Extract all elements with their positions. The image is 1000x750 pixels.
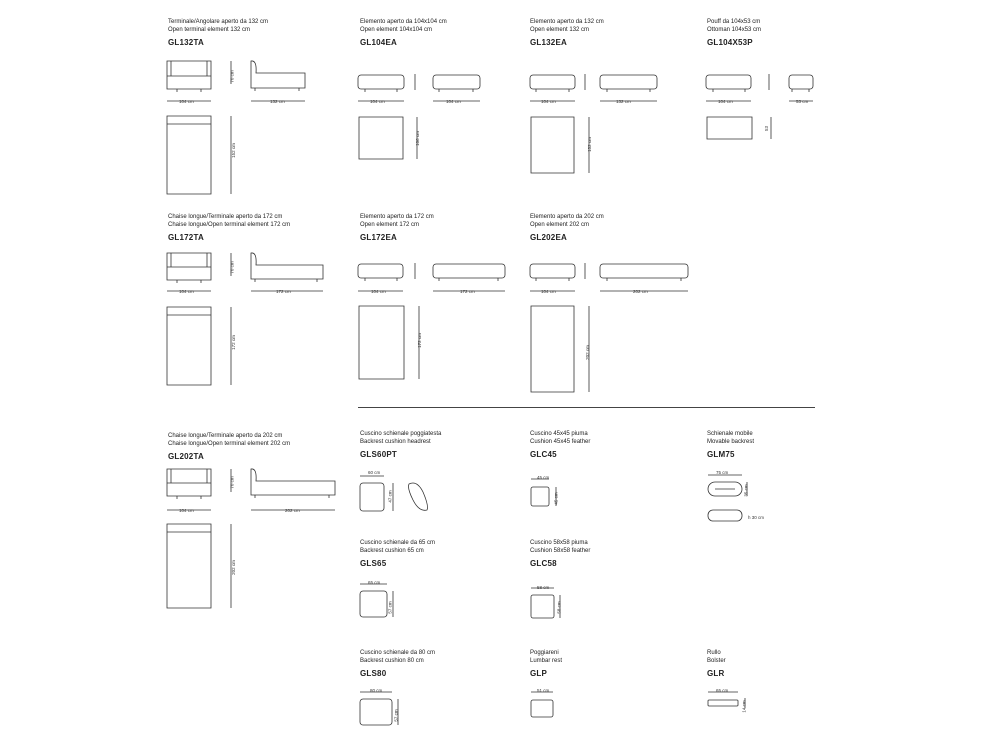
glm75-title-en: Movable backrest — [707, 439, 755, 445]
dim-label: 35 cm — [743, 484, 749, 497]
gl202ea-header — [530, 213, 604, 242]
gl104ea-title-en: Open element 104x104 cm — [360, 27, 433, 33]
glc58-drawing — [528, 584, 573, 624]
dim-label: 45 cm — [553, 492, 559, 505]
glp-code: GLP — [530, 669, 548, 678]
dim-label: 58 cm — [537, 585, 550, 590]
glm75-code: GLM75 — [707, 450, 735, 459]
dim-label: 132 cm — [616, 99, 631, 104]
glc45-title-en: Cushion 45x45 feather — [530, 439, 591, 445]
dim-label: 104 cm — [541, 99, 556, 104]
glr-title-en: Bolster — [707, 658, 726, 664]
dim-label: 45 cm — [537, 475, 550, 480]
gls65-header — [360, 539, 435, 568]
gl172ea-header — [360, 213, 434, 242]
dim-label: h 30 cm — [748, 515, 765, 520]
dim-label: 104 cm — [718, 99, 733, 104]
gl104ea-drawing — [355, 70, 475, 170]
dim-label: 202 cm — [230, 560, 236, 575]
gl202ta-title-it: Chaise longue/Terminale aperto da 202 cm — [168, 433, 283, 439]
gl104x53p-drawing — [703, 70, 823, 150]
dim-label: 132 cm — [270, 99, 285, 104]
gl104x53p-title-it: Pouff da 104x53 cm — [707, 19, 761, 25]
glp-title-it: Poggiareni — [530, 650, 559, 656]
dim-label: 65 cm — [716, 688, 729, 693]
gl132ea-code: GL132EA — [530, 38, 567, 47]
gl202ta-title-en: Chaise longue/Open terminal element 202 cm — [168, 441, 291, 447]
gl132ta-header — [168, 18, 268, 47]
dim-label: 70 cm — [229, 70, 235, 83]
dim-label: 80 cm — [370, 688, 383, 693]
gls65-title-en: Backrest cushion 65 cm — [360, 548, 424, 554]
dim-label: 104 cm — [370, 99, 385, 104]
glp-header — [530, 649, 562, 678]
dim-label: 57 cm — [393, 709, 399, 722]
glm75-title-it: Schienale mobile — [707, 431, 753, 437]
dim-label: 70 cm — [229, 476, 235, 489]
dim-label: 53 cm — [796, 99, 809, 104]
gl172ta-title-en: Chaise longue/Open terminal element 172 cm — [168, 222, 291, 228]
dim-label: 172 cm — [460, 289, 475, 294]
gl202ea-drawing — [527, 260, 697, 400]
dim-label: 57 cm — [387, 601, 393, 614]
gls65-code: GLS65 — [360, 559, 387, 568]
dim-label: 65 cm — [368, 580, 381, 585]
gl132ta-drawing — [165, 58, 315, 198]
dim-label: 202 cm — [633, 289, 648, 294]
gls60pt-title-en: Backrest cushion headrest — [360, 439, 431, 445]
dim-label: 14 cm — [741, 700, 747, 713]
gl172ta-drawing — [165, 250, 335, 390]
glc45-code: GLC45 — [530, 450, 557, 459]
dim-label: 104 cm — [541, 289, 556, 294]
gl132ea-title-en: Open element 132 cm — [530, 27, 590, 33]
dim-label: 60 cm — [368, 470, 381, 475]
gl202ea-title-it: Elemento aperto da 202 cm — [530, 214, 604, 220]
gl172ea-title-it: Elemento aperto da 172 cm — [360, 214, 434, 220]
glm75-header — [707, 430, 754, 459]
glc45-drawing — [528, 475, 568, 510]
dim-label: 172 cm — [230, 335, 236, 350]
gl202ta-drawing — [165, 466, 340, 616]
gls60pt-title-it: Cuscino schienale poggiatesta — [360, 431, 442, 437]
gl172ea-title-en: Open element 172 cm — [360, 222, 420, 228]
gl104ea-title-it: Elemento aperto da 104x104 cm — [360, 19, 447, 25]
glr-header — [707, 649, 726, 678]
gls60pt-drawing — [357, 470, 437, 515]
glc58-code: GLC58 — [530, 559, 557, 568]
dim-label: 53 — [764, 125, 770, 132]
gl132ta-code: GL132TA — [168, 38, 204, 47]
gls80-title-it: Cuscino schienale da 80 cm — [360, 650, 436, 656]
glp-title-en: Lumbar rest — [530, 658, 563, 664]
gls65-drawing — [357, 580, 402, 625]
dim-label: 104 cm — [179, 289, 194, 294]
glr-title-it: Rullo — [707, 650, 721, 656]
glr-code: GLR — [707, 669, 725, 678]
glc45-header — [530, 430, 590, 459]
dim-label: 104 cm — [446, 99, 461, 104]
dim-label: 75 cm — [716, 470, 729, 475]
gl172ta-code: GL172TA — [168, 233, 204, 242]
gl172ta-title-it: Chaise longue/Terminale aperto da 172 cm — [168, 214, 283, 220]
dim-label: 202 cm — [584, 345, 590, 360]
dim-label: 51 cm — [537, 688, 550, 693]
gl172ea-code: GL172EA — [360, 233, 397, 242]
dim-label: 106 cm — [414, 131, 420, 146]
glc58-title-it: Cuscino 58x58 piuma — [530, 540, 588, 546]
glr-drawing — [705, 688, 760, 718]
dim-label: 172 cm — [276, 289, 291, 294]
dim-label: 152 cm — [586, 137, 592, 152]
gl104x53p-code: GL104X53P — [707, 38, 753, 47]
gls80-drawing — [357, 688, 412, 733]
gl132ea-header — [530, 18, 604, 47]
gl104ea-code: GL104EA — [360, 38, 397, 47]
glc58-title-en: Cushion 58x58 feather — [530, 548, 591, 554]
gls80-header — [360, 649, 435, 678]
dim-label: 104 cm — [371, 289, 386, 294]
gl132ta-title-it: Terminale/Angolare aperto da 132 cm — [168, 19, 269, 25]
gl202ea-title-en: Open element 202 cm — [530, 222, 590, 228]
gls60pt-code: GLS60PT — [360, 450, 397, 459]
dim-label: 58 cm — [556, 601, 562, 614]
dim-label: 172 cm — [416, 333, 422, 348]
gl202ta-header — [168, 432, 290, 461]
glc58-header — [530, 539, 590, 568]
gl202ea-code: GL202EA — [530, 233, 567, 242]
gl104x53p-header — [707, 18, 761, 47]
dim-label: 47 cm — [387, 490, 393, 503]
gl172ea-drawing — [355, 260, 515, 385]
gls60pt-header — [360, 430, 441, 459]
gls65-title-it: Cuscino schienale da 65 cm — [360, 540, 436, 546]
gls80-title-en: Backrest cushion 80 cm — [360, 658, 424, 664]
gl132ea-title-it: Elemento aperto da 132 cm — [530, 19, 604, 25]
gl104x53p-title-en: Ottoman 104x53 cm — [707, 27, 762, 33]
gl104ea-header — [360, 18, 447, 47]
glp-drawing — [528, 688, 568, 723]
dim-label: 202 cm — [285, 508, 300, 513]
gls80-code: GLS80 — [360, 669, 387, 678]
dim-label: 104 cm — [179, 508, 194, 513]
dim-label: 152 cm — [230, 143, 236, 158]
gl172ta-header — [168, 213, 290, 242]
gl132ea-drawing — [527, 70, 667, 195]
dim-label: 70 cm — [229, 261, 235, 274]
glc45-title-it: Cuscino 45x45 piuma — [530, 431, 588, 437]
gl132ta-title-en: Open terminal element 132 cm — [168, 27, 251, 33]
dim-label: 104 cm — [179, 99, 194, 104]
gl202ta-code: GL202TA — [168, 452, 204, 461]
section-divider — [358, 407, 815, 408]
